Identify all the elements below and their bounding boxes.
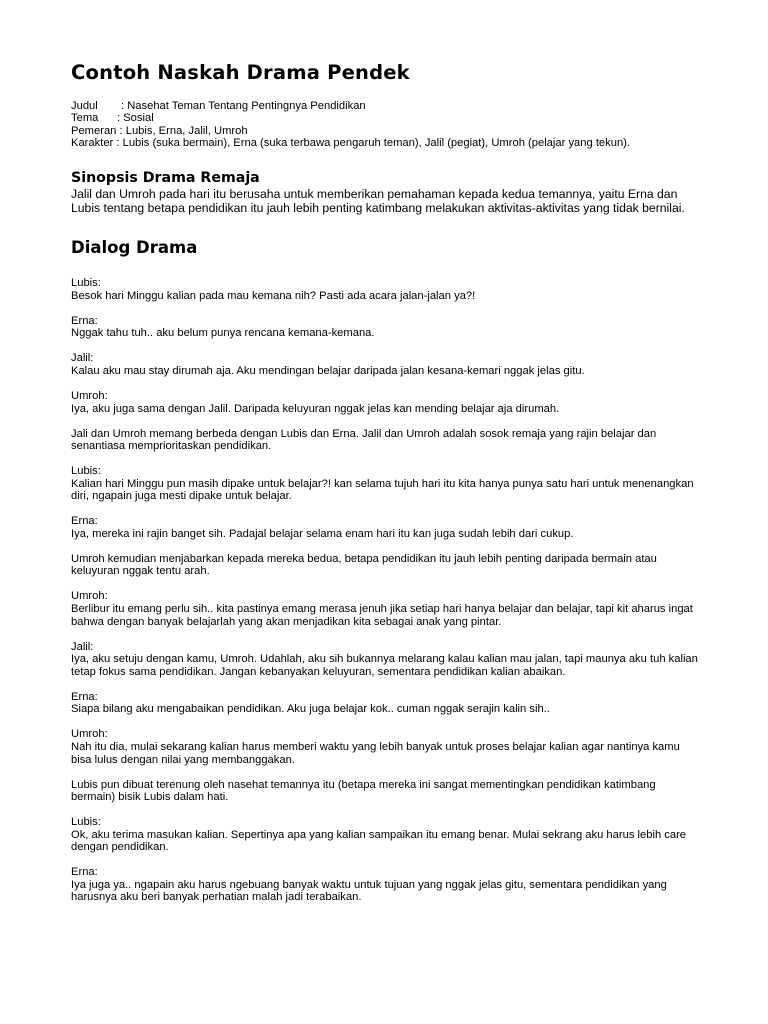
dialog-line: Siapa bilang aku mengabaikan pendidikan. Aku juga belajar kok.. cuman nggak serajin kalin sih.. [71,703,550,716]
dialog-entry [71,691,711,716]
dialog-line: Besok hari Minggu kalian pada mau kemana nih? Pasti ada acara jalan-jalan ya?! [71,289,476,302]
dialog-heading: Dialog Drama [71,238,198,258]
dialog-line: Ok, aku terima masukan kalian. Sepertinya apa yang kalian sampaikan itu emang benar. Mulai sekrang aku harus lebih care dengan pendidikan. [71,828,687,854]
dialog-entry [71,465,711,503]
dialog-entry [71,315,711,340]
dialog-speaker: Umroh: [71,728,108,741]
meta-tema [71,112,711,124]
dialog-speaker: Erna: [71,314,98,327]
dialog-speaker: Lubis: [71,465,101,478]
dialog-entry [71,390,711,415]
dialog-entry [71,590,711,628]
dialog-line: Iya, aku juga sama dengan Jalil. Daripada keluyuran nggak jelas kan mending belajar aja dirumah. [71,402,560,415]
dialog-line: Nggak tahu tuh.. aku belum punya rencana kemana-kemana. [71,327,375,340]
dialog-speaker: Umroh: [71,590,108,603]
meta-tema-value: : Sosial [117,112,154,125]
dialog-line: Nah itu dia, mulai sekarang kalian harus memberi waktu yang lebih banyak untuk proses belajar kalian agar nantinya kamu bisa lulus dengan nilai yang membanggakan. [71,740,680,766]
synopsis-text: Jalil dan Umroh pada hari itu berusaha untuk memberikan pemahaman kepada kedua temannya, yaitu Erna dan Lubis tentang betapa pendidikan itu jauh lebih penting katimbang melakukan aktivitas-aktivitas yang tidak bernilai. [71,186,685,216]
narration-entry [71,553,711,578]
dialog-line: Iya, aku setuju dengan kamu, Umroh. Udahlah, aku sih bukannya melarang kalau kalian mau jalan, tapi maunya aku tuh kalian tetap fokus sama pendidikan. Jangan kebanyakan keluyuran, sementara pendidikan kalian abaikan. [71,653,698,678]
meta-judul [71,100,711,112]
meta-karakter: Karakter : Lubis (suka bermain), Erna (suka terbawa pengaruh teman), Jalil (pegiat), Umroh (pelajar yang tekun). [71,137,631,150]
dialog-line: Berlibur itu emang perlu sih.. kita pastinya emang merasa jenuh jika setiap hari hanya belajar dan belajar, tapi kit aharus ingat bahwa dengan banyak belajarlah yang akan menjadikan kita sebagai anak yang pintar. [71,603,693,628]
dialog-entry [71,515,711,540]
narration-text: Jali dan Umroh memang berbeda dengan Lubis dan Erna. Jalil dan Umroh adalah sosok remaja yang rajin belajar dan senantiasa memprioritaskan pendidikan. [71,427,657,453]
dialog-line: Kalian hari Minggu pun masih dipake untuk belajar?! kan selama tujuh hari itu kita hanya punya satu hari untuk menenangkan diri, ngapain juga mesti dipake untuk belajar. [71,477,694,503]
meta-pemeran-text: Pemeran : Lubis, Erna, Jalil, Umroh [71,124,248,137]
synopsis-heading: Sinopsis Drama Remaja [71,169,260,186]
dialog-speaker: Umroh: [71,389,108,402]
narration-entry [71,428,711,453]
narration-text: Umroh kemudian menjabarkan kepada mereka bedua, betapa pendidikan itu jauh lebih penting daripada bermain atau keluyuran nggak tentu arah. [71,552,657,578]
document-page [71,60,711,916]
dialog-speaker: Erna: [71,515,98,528]
dialog-speaker: Jalil: [71,640,94,653]
dialog-speaker: Erna: [71,690,98,703]
meta-tema-label: Tema [71,112,99,125]
dialog-line: Kalau aku mau stay dirumah aja. Aku mendingan belajar daripada jalan kesana-kemari nggak jelas gitu. [71,364,585,377]
dialog-entry [71,816,711,854]
narration-text: Lubis pun dibuat terenung oleh nasehat temannya itu (betapa mereka ini sangat mementingkan pendidikan katimbang bermain) bisik Lubis dalam hati. [71,778,656,804]
dialog-speaker: Lubis: [71,816,101,829]
dialog-entry [71,728,711,766]
dialog-speaker: Jalil: [71,352,94,365]
dialog-line: Iya, mereka ini rajin banget sih. Padajal belajar selama enam hari itu kan juga sudah lebih dari cukup. [71,527,574,540]
script-metadata [71,100,711,150]
dialog-entry [71,277,711,302]
meta-pemeran [71,125,711,137]
meta-judul-label: Judul [71,100,98,112]
dialog-entry [71,866,711,904]
dialog-speaker: Erna: [71,866,98,879]
dialog-list [71,277,711,904]
dialog-speaker: Lubis: [71,277,101,290]
meta-judul-value: : Nasehat Teman Tentang Pentingnya Pendidikan [121,100,366,112]
dialog-entry [71,352,711,377]
dialog-line: Iya juga ya.. ngapain aku harus ngebuang banyak waktu untuk tujuan yang nggak jelas gitu, sementara pendidikan yang harusnya aku beri banyak perhatian malah jadi terabaikan. [71,878,667,904]
narration-entry [71,779,711,804]
dialog-entry [71,641,711,679]
document-title: Contoh Naskah Drama Pendek [71,61,410,84]
